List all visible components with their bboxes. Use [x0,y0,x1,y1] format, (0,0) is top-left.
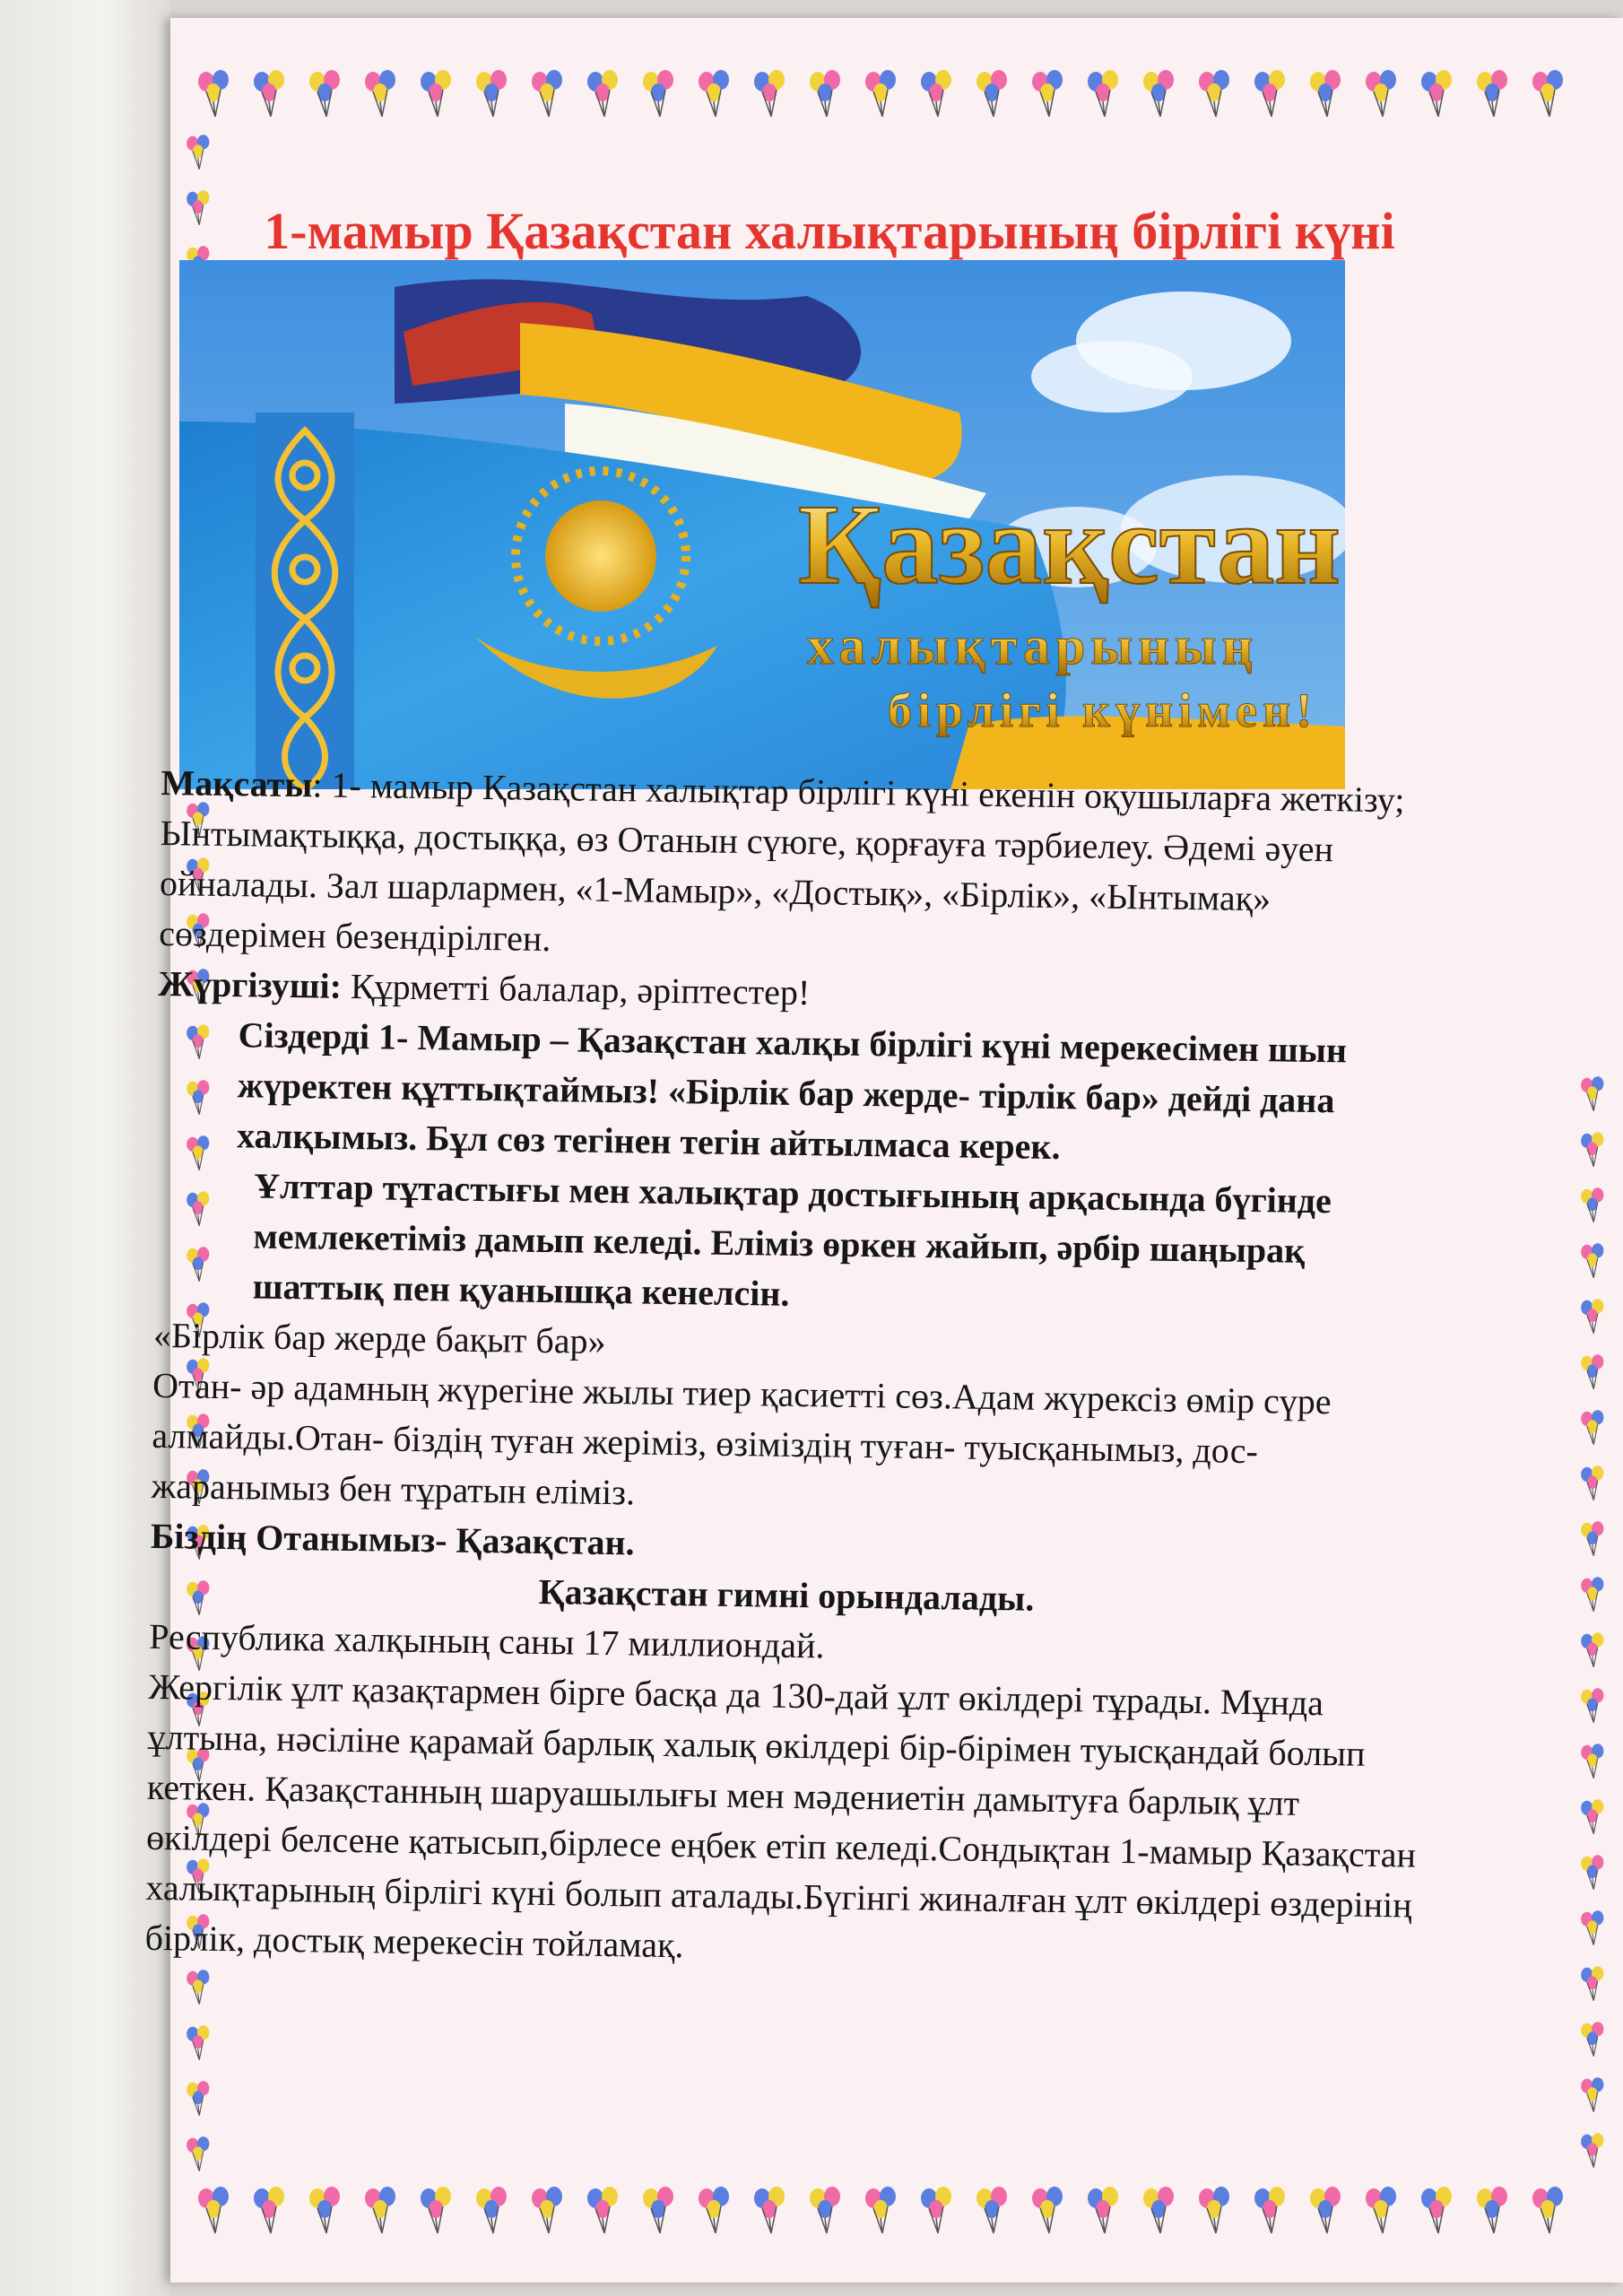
balloon-icon [411,67,466,123]
balloon-icon [179,126,221,181]
banner-image [179,260,1345,789]
body-text [144,758,1435,1981]
balloon-icon [1300,2184,1356,2239]
unity-paragraph: Ұлттар тұтастығы мен халықтар достығының арқасында бүгінде мемлекетіміз дамып келеді. Еліміз өркен жайып, әрбір шаңырақ шаттық пен қуанышқа кенелсін. [252,1165,1332,1314]
balloon-icon [1574,1846,1615,1901]
balloon-icon [1574,1735,1615,1790]
balloon-icon [1022,2184,1078,2239]
balloon-icon [1189,67,1245,123]
balloon-icon [1133,2184,1189,2239]
our-homeland-line: Біздің Отанымыз- Қазақстан. [150,1515,635,1563]
balloon-icon [1574,1345,1615,1401]
balloon-icon [855,2184,911,2239]
balloon-icon [179,2072,221,2127]
balloon-icon [800,2184,855,2239]
balloon-icon [911,67,967,123]
balloon-icon [522,67,577,123]
balloon-icon [1411,67,1467,123]
balloon-icon [1574,1067,1615,1123]
balloon-icon [1574,1957,1615,2013]
balloon-icon [1574,1290,1615,1345]
balloon-icon [188,67,244,123]
goal-text: : 1- мамыр Қазақстан халықтар бірлігі күні екенін оқушыларға жеткізу; Ынтымақтыққа, достыққа, өз Отанын сүюге, қорғауға тәрбиелеу. Әдемі әуен ойналады. Зал шарлармен, «1-Мамыр», «Достық», «Бірлік», «Ынтымақ» сөздерімен безендірілген. [158,764,1405,960]
balloon-icon [1574,1512,1615,1568]
balloon-border-right [1574,1067,1615,2179]
balloon-icon [744,67,800,123]
balloon-border-bottom [188,2184,1578,2239]
balloon-icon [466,2184,522,2239]
anthem-line: Қазақстан гимні орындалады. [538,1570,1035,1619]
balloon-icon [1574,1901,1615,1957]
balloon-icon [855,67,911,123]
balloon-icon [1411,2184,1467,2239]
balloon-icon [1245,2184,1300,2239]
balloon-icon [1574,1623,1615,1679]
balloon-icon [577,67,633,123]
homeland-paragraph: Отан- әр адамның жүрегіне жылы тиер қасиетті сөз.Адам жүрексіз өмір сүре алмайды.Отан- біздің туған жеріміз, өзіміздің туған- туысқанымыз, дос-жаранымыз бен тұратын еліміз. [151,1364,1332,1513]
balloon-icon [1189,2184,1245,2239]
balloon-icon [1574,2124,1615,2179]
balloon-icon [466,67,522,123]
host-label: Жүргізуші: [158,962,343,1006]
goal-paragraph [159,758,1435,977]
balloon-icon [744,2184,800,2239]
balloon-icon [800,67,855,123]
balloon-icon [1574,1178,1615,1234]
balloon-icon [1574,1790,1615,1846]
balloon-icon [1078,67,1133,123]
quote-line: «Бірлік бар жерде бақыт бар» [152,1314,606,1361]
balloon-icon [522,2184,577,2239]
balloon-border-top [188,67,1578,123]
balloon-icon [1574,1679,1615,1735]
balloon-icon [1356,67,1411,123]
balloon-icon [244,2184,299,2239]
balloon-icon [1574,1234,1615,1290]
balloon-icon [1523,2184,1578,2239]
balloon-icon [188,2184,244,2239]
balloon-icon [1574,1123,1615,1178]
balloon-icon [1022,67,1078,123]
nations-paragraph: Жергілік ұлт қазақтармен бірге басқа да 130-дай ұлт өкілдері тұрады. Мұнда ұлтына, нәсіліне қарамай барлық халық өкілдері бір-бірімен туысқандай болып кеткен. Қазақстанның шаруашылығы мен мәдениетін дамытуға барлық ұлт өкілдері белсене қатысып,бірлесе еңбек етіп келеді.Сондықтан 1-мамыр Қазақстан халықтарының бірлігі күні болып аталады.Бүгінгі жиналған ұлт өкілдері өздерінің бірлік, достық мерекесін тойламақ. [144,1665,1417,1966]
balloon-icon [1245,67,1300,123]
balloon-icon [1078,2184,1133,2239]
balloon-icon [911,2184,967,2239]
balloon-icon [299,67,355,123]
cloud-shape [1031,341,1193,413]
balloon-icon [633,67,689,123]
balloon-icon [967,67,1022,123]
balloon-icon [689,2184,744,2239]
balloon-icon [689,67,744,123]
balloon-icon [1574,1568,1615,1623]
balloon-icon [1523,67,1578,123]
ornament-stripe [256,413,354,789]
balloon-icon [1574,2013,1615,2068]
host-text: Құрметті балалар, әріптестер! [341,965,811,1013]
balloon-icon [1574,2068,1615,2124]
balloon-icon [179,181,221,237]
balloon-icon [1300,67,1356,123]
population-line: Республика халқының саны 17 миллиондай. [149,1615,825,1666]
greeting-paragraph: Сіздерді 1- Мамыр – Қазақстан халқы бірлігі күні мерекесімен шын жүректен құттықтаймыз! «Бірлік бар жерде- тірлік бар» дейді дана халқымыз. Бұл сөз тегінен тегін айтылмаса керек. [236,1014,1348,1168]
banner-line-3: бірлігі күнімен! [888,683,1318,737]
balloon-icon [179,2016,221,2072]
goal-label: Мақсаты [161,761,313,805]
page-title: 1-мамыр Қазақстан халықтарының бірлігі күні [264,201,1395,260]
balloon-icon [1467,2184,1523,2239]
balloon-icon [355,67,411,123]
balloon-icon [1467,67,1523,123]
balloon-icon [633,2184,689,2239]
balloon-icon [355,2184,411,2239]
balloon-icon [179,1961,221,2016]
balloon-icon [1574,1401,1615,1457]
balloon-icon [1356,2184,1411,2239]
balloon-icon [1133,67,1189,123]
balloon-icon [299,2184,355,2239]
balloon-icon [179,2127,221,2183]
balloon-icon [577,2184,633,2239]
banner-line-2: халықтарының [807,616,1259,675]
balloon-icon [1574,1457,1615,1512]
balloon-icon [244,67,299,123]
balloon-icon [967,2184,1022,2239]
balloon-icon [411,2184,466,2239]
banner-main-word: Қазақстан [798,481,1341,608]
